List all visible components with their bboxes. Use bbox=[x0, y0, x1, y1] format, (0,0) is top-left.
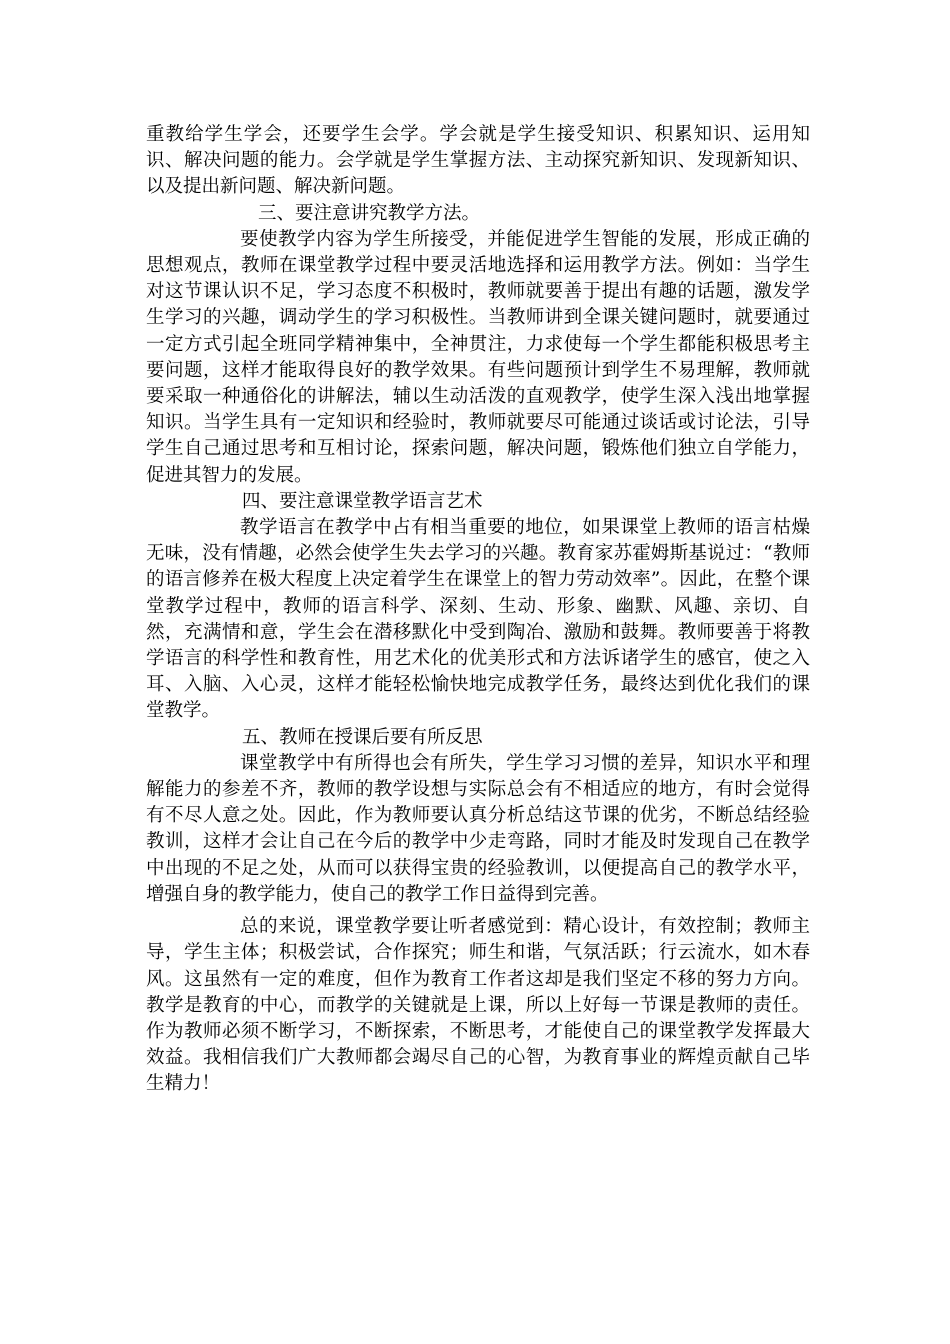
document-body bbox=[146, 122, 810, 1098]
section-5-paragraph: 课堂教学中有所得也会有所失，学生学习习惯的差异，知识水平和理解能力的参差不齐，教师的教学设想与实际总会有不相适应的地方，有时会觉得有不尽人意之处。因此，作为教师要认真分析总结这节课的优劣，不断总结经验教训，这样才会让自己在今后的教学中少走弯路，同时才能及时发现自己在教学中出现的不足之处，从而可以获得宝贵的经验教训，以便提高自己的教学水平，增强自身的教学能力，使自己的教学工作日益得到完善。 bbox=[146, 752, 810, 905]
section-heading-5: 五、教师在授课后要有所反思 bbox=[242, 726, 483, 748]
section-4-paragraph: 教学语言在教学中占有相当重要的地位，如果课堂上教师的语言枯燥无味，没有情趣，必然会使学生失去学习的兴趣。教育家苏霍姆斯基说过：“教师的语言修养在极大程度上决定着学生在课堂上的智力劳动效率”。因此，在整个课堂教学过程中，教师的语言科学、深刻、生动、形象、幽默、风趣、亲切、自然，充满情和意，学生会在潜移默化中受到陶冶、激励和鼓舞。教师要善于将教学语言的科学性和教育性，用艺术化的优美形式和方法诉诸学生的感官，使之入耳、入脑、入心灵，这样才能轻松愉快地完成教学任务，最终达到优化我们的课堂教学。 bbox=[146, 517, 810, 722]
section-heading-3: 三、要注意讲究教学方法。 bbox=[258, 202, 481, 224]
conclusion-paragraph: 总的来说，课堂教学要让听者感觉到：精心设计，有效控制；教师主导，学生主体；积极尝试，合作探究；师生和谐，气氛活跃；行云流水，如木春风。这虽然有一定的难度，但作为教育工作者这却是我们坚定不移的努力方向。教学是教育的中心，而教学的关键就是上课，所以上好每一节课是教师的责任。作为教师必须不断学习，不断探索，不断思考，才能使自己的课堂教学发挥最大效益。我相信我们广大教师都会竭尽自己的心智，为教育事业的辉煌贡献自己毕生精力！ bbox=[146, 916, 810, 1095]
intro-paragraph: 重教给学生学会，还要学生会学。学会就是学生接受知识、积累知识、运用知识、解决问题的能力。会学就是学生掌握方法、主动探究新知识、发现新知识、以及提出新问题、解决新问题。 bbox=[146, 124, 810, 198]
section-heading-4: 四、要注意课堂教学语言艺术 bbox=[242, 490, 483, 512]
section-3-paragraph: 要使教学内容为学生所接受，并能促进学生智能的发展，形成正确的思想观点，教师在课堂教学过程中要灵活地选择和运用教学方法。例如：当学生对这节课认识不足，学习态度不积极时，教师就要善于提出有趣的话题，激发学生学习的兴趣，调动学生的学习积极性。当教师讲到全课关键问题时，就要通过一定方式引起全班同学精神集中，全神贯注，力求使每一个学生都能积极思考主要问题，这样才能取得良好的教学效果。有些问题预计到学生不易理解，教师就要采取一种通俗化的讲解法，辅以生动活泼的直观教学，使学生深入浅出地掌握知识。当学生具有一定知识和经验时，教师就要尽可能通过谈话或讨论法，引导学生自己通过思考和互相讨论，探索问题，解决问题，锻炼他们独立自学能力，促进其智力的发展。 bbox=[146, 228, 810, 486]
